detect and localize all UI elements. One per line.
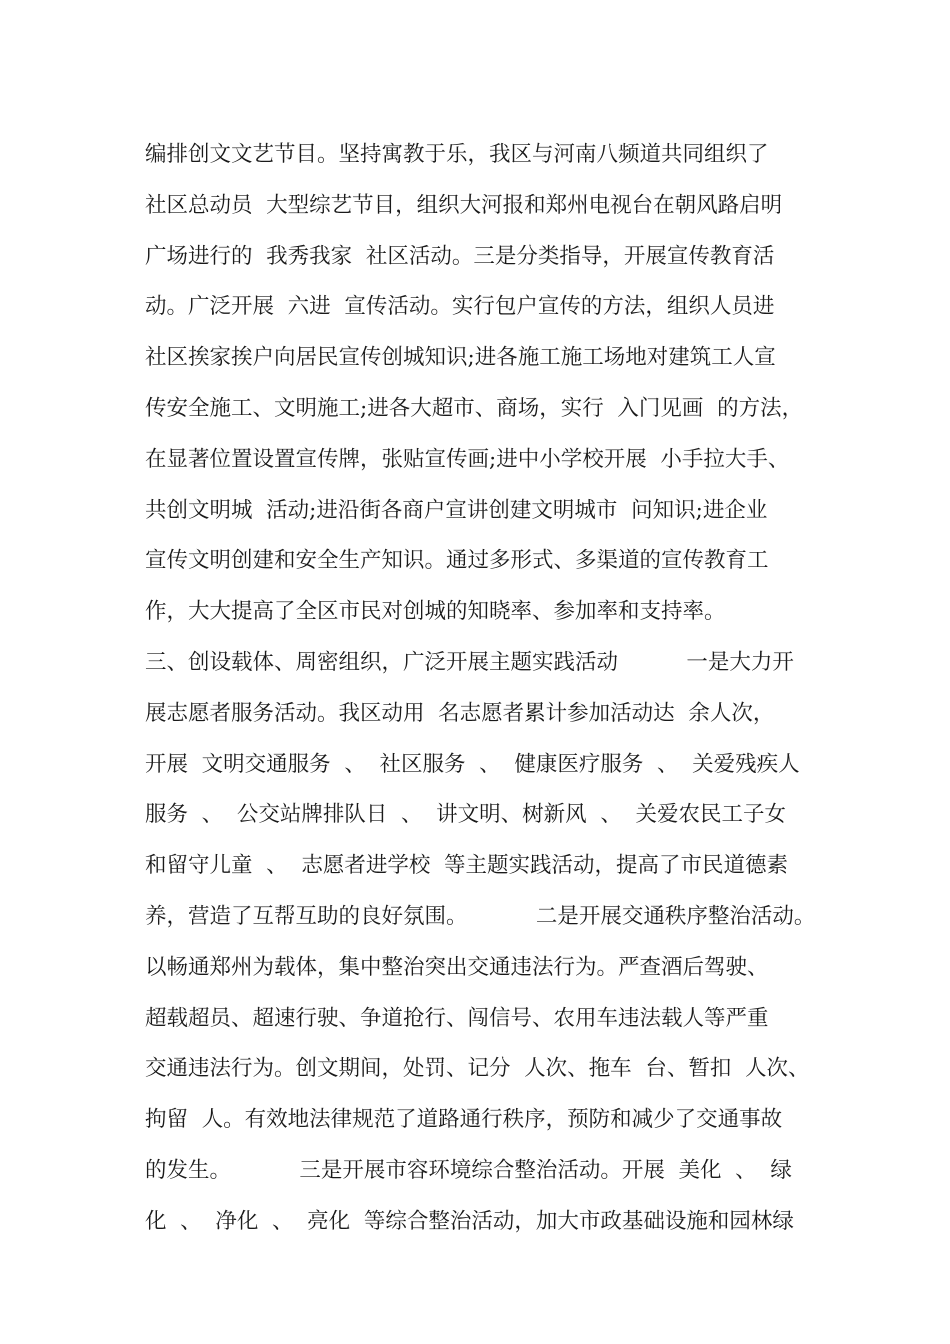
text-line: 广场进行的 我秀我家 社区活动。三是分类指导，开展宣传教育活 [145, 243, 775, 269]
text-line: 开展 文明交通服务 、 社区服务 、 健康医疗服务 、 关爱残疾人 [145, 751, 800, 777]
text-line: 共创文明城 活动;进沿街各商户宣讲创建文明城市 问知识;进企业 [145, 497, 768, 523]
text-line: 以畅通郑州为载体，集中整治突出交通违法行为。严查酒后驾驶、 [145, 954, 769, 980]
body-text [145, 130, 835, 1248]
text-line: 社区挨家挨户向居民宣传创城知识;进各施工施工场地对建筑工人宣 [145, 345, 776, 371]
text-line: 作，大大提高了全区市民对创城的知晓率、参加率和支持率。 [145, 599, 726, 625]
text-line: 传安全施工、文明施工;进各大超市、商场，实行 入门见画 的方法， [145, 395, 804, 421]
text-line: 宣传文明创建和安全生产知识。通过多形式、多渠道的宣传教育工 [145, 548, 769, 574]
text-line: 养，营造了互帮互助的良好氛围。 二是开展交通秩序整治活动。 [145, 903, 816, 929]
section-heading-line: 三、创设载体、周密组织，广泛开展主题实践活动 一是大力开 [145, 649, 794, 675]
text-line: 社区总动员 大型综艺节目，组织大河报和郑州电视台在朝风路启明 [145, 192, 783, 218]
text-line: 化 、 净化 、 亮化 等综合整治活动，加大市政基础设施和园林绿 [145, 1208, 794, 1234]
text-line: 在显著位置设置宣传牌，张贴宣传画;进中小学校开展 小手拉大手、 [145, 446, 790, 472]
text-line: 服务 、 公交站牌排队日 、 讲文明、树新风 、 关爱农民工子女 [145, 802, 787, 828]
text-line: 动。广泛开展 六进 宣传活动。实行包户宣传的方法，组织人员进 [145, 294, 775, 320]
text-line: 和留守儿童 、 志愿者进学校 等主题实践活动，提高了市民道德素 [145, 853, 789, 879]
text-line: 的发生。 三是开展市容环境综合整治活动。开展 美化 、 绿 [145, 1157, 792, 1183]
text-line: 编排创文文艺节目。坚持寓教于乐，我区与河南八频道共同组织了 [145, 142, 769, 167]
text-line: 展志愿者服务活动。我区动用 名志愿者累计参加活动达 余人次， [145, 700, 775, 726]
text-line: 超载超员、超速行驶、争道抢行、闯信号、农用车违法载人等严重 [145, 1005, 769, 1031]
text-line: 交通违法行为。创文期间，处罚、记分 人次、拖车 台、暂扣 人次、 [145, 1056, 810, 1082]
text-line: 拘留 人。有效地法律规范了道路通行秩序，预防和减少了交通事故 [145, 1107, 783, 1133]
